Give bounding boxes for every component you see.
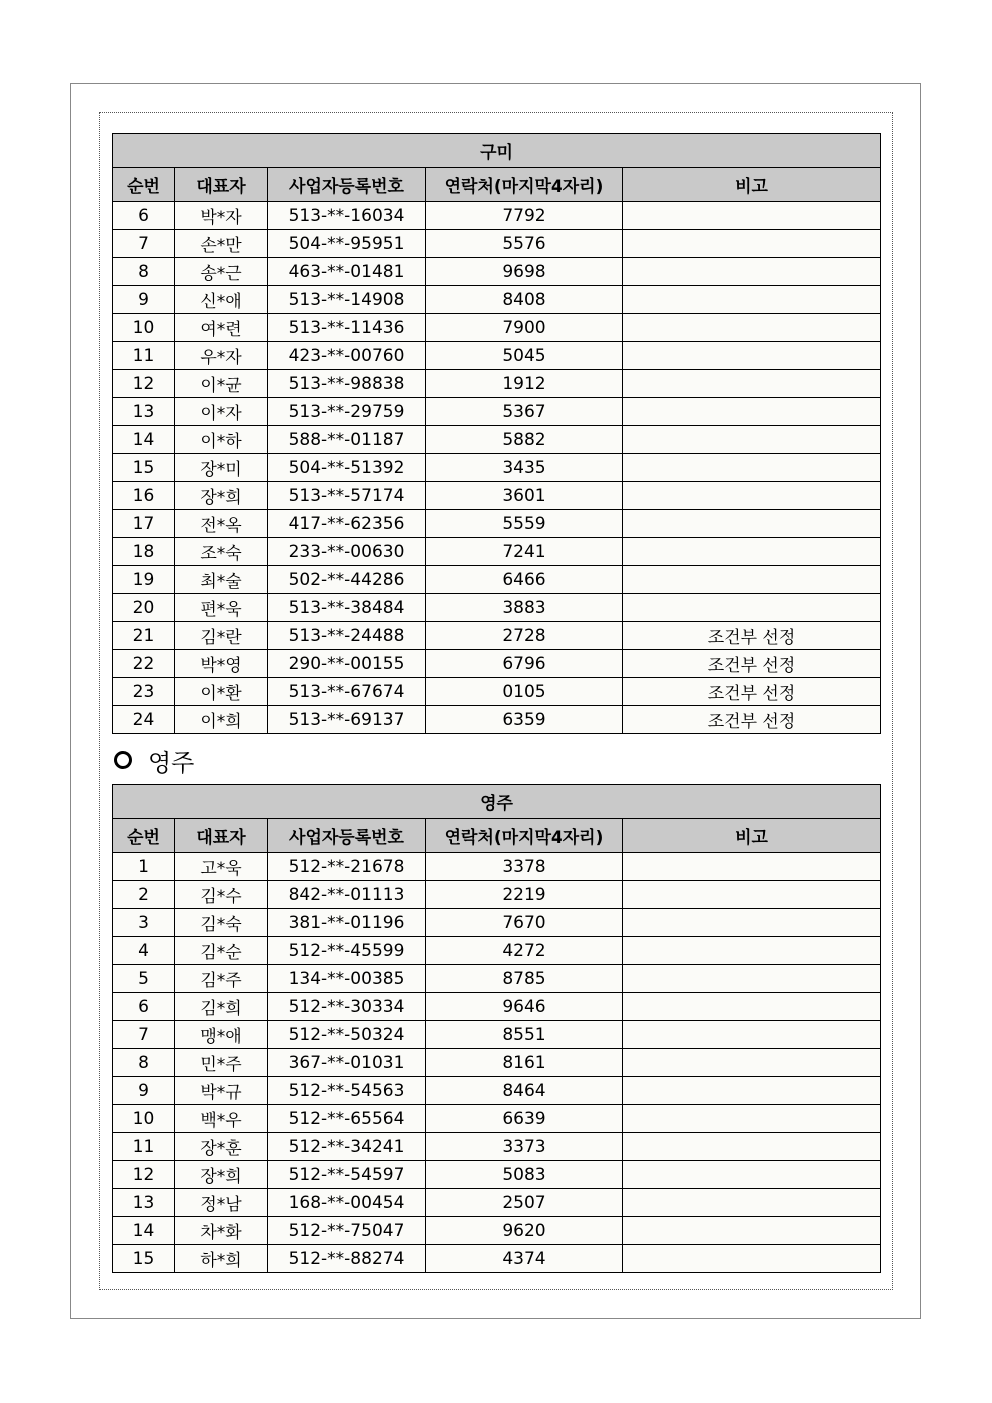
column-header-note: 비고 xyxy=(623,819,881,853)
cell-no: 8 xyxy=(113,1049,175,1077)
cell-business-number: 513-**-69137 xyxy=(268,706,426,734)
cell-representative: 이*희 xyxy=(175,706,268,734)
cell-note xyxy=(623,426,881,454)
cell-note xyxy=(623,230,881,258)
section-heading-label: 영주 xyxy=(148,748,195,777)
cell-business-number: 168-**-00454 xyxy=(268,1189,426,1217)
section-heading-yeongju xyxy=(112,742,194,778)
cell-representative: 김*란 xyxy=(175,622,268,650)
cell-no: 9 xyxy=(113,1077,175,1105)
cell-representative: 조*숙 xyxy=(175,538,268,566)
cell-note xyxy=(623,881,881,909)
yeongju-table xyxy=(112,784,881,1273)
table-row xyxy=(113,706,881,734)
column-header-business-number: 사업자등록번호 xyxy=(268,819,426,853)
cell-contact: 2728 xyxy=(426,622,623,650)
cell-representative: 정*남 xyxy=(175,1189,268,1217)
table-row xyxy=(113,342,881,370)
table-title: 영주 xyxy=(113,785,881,819)
cell-representative: 장*희 xyxy=(175,482,268,510)
cell-note: 조건부 선정 xyxy=(623,678,881,706)
table-row xyxy=(113,314,881,342)
cell-representative: 박*영 xyxy=(175,650,268,678)
cell-note xyxy=(623,1217,881,1245)
table-row xyxy=(113,1133,881,1161)
cell-no: 14 xyxy=(113,1217,175,1245)
cell-no: 19 xyxy=(113,566,175,594)
cell-contact: 6639 xyxy=(426,1105,623,1133)
cell-contact: 3373 xyxy=(426,1133,623,1161)
cell-no: 6 xyxy=(113,202,175,230)
cell-contact: 9698 xyxy=(426,258,623,286)
column-header-contact: 연락처(마지막4자리) xyxy=(426,168,623,202)
cell-note: 조건부 선정 xyxy=(623,650,881,678)
cell-representative: 장*미 xyxy=(175,454,268,482)
gumi-table xyxy=(112,133,881,734)
cell-representative: 이*환 xyxy=(175,678,268,706)
cell-contact: 6796 xyxy=(426,650,623,678)
cell-no: 11 xyxy=(113,1133,175,1161)
table-title: 구미 xyxy=(113,134,881,168)
table-row xyxy=(113,202,881,230)
table-row xyxy=(113,566,881,594)
cell-no: 15 xyxy=(113,454,175,482)
cell-contact: 2507 xyxy=(426,1189,623,1217)
cell-note xyxy=(623,398,881,426)
cell-contact: 5045 xyxy=(426,342,623,370)
column-header-business-number: 사업자등록번호 xyxy=(268,168,426,202)
cell-no: 8 xyxy=(113,258,175,286)
cell-note xyxy=(623,1077,881,1105)
cell-note xyxy=(623,1189,881,1217)
cell-business-number: 463-**-01481 xyxy=(268,258,426,286)
cell-business-number: 512-**-88274 xyxy=(268,1245,426,1273)
cell-no: 11 xyxy=(113,342,175,370)
table-row xyxy=(113,594,881,622)
cell-contact: 5367 xyxy=(426,398,623,426)
cell-no: 23 xyxy=(113,678,175,706)
cell-note xyxy=(623,1133,881,1161)
cell-no: 16 xyxy=(113,482,175,510)
cell-business-number: 512-**-34241 xyxy=(268,1133,426,1161)
cell-representative: 손*만 xyxy=(175,230,268,258)
cell-business-number: 512-**-54597 xyxy=(268,1161,426,1189)
cell-note xyxy=(623,538,881,566)
cell-representative: 장*희 xyxy=(175,1161,268,1189)
cell-no: 1 xyxy=(113,853,175,881)
cell-no: 21 xyxy=(113,622,175,650)
cell-contact: 1912 xyxy=(426,370,623,398)
cell-no: 18 xyxy=(113,538,175,566)
cell-no: 5 xyxy=(113,965,175,993)
cell-business-number: 502-**-44286 xyxy=(268,566,426,594)
table-row xyxy=(113,398,881,426)
cell-business-number: 290-**-00155 xyxy=(268,650,426,678)
column-header-contact: 연락처(마지막4자리) xyxy=(426,819,623,853)
table-row xyxy=(113,650,881,678)
cell-business-number: 513-**-38484 xyxy=(268,594,426,622)
cell-business-number: 513-**-67674 xyxy=(268,678,426,706)
cell-note xyxy=(623,1245,881,1273)
cell-note: 조건부 선정 xyxy=(623,622,881,650)
table-row xyxy=(113,993,881,1021)
table-row xyxy=(113,426,881,454)
cell-no: 15 xyxy=(113,1245,175,1273)
cell-business-number: 233-**-00630 xyxy=(268,538,426,566)
table-row xyxy=(113,678,881,706)
cell-representative: 고*욱 xyxy=(175,853,268,881)
table-row xyxy=(113,1245,881,1273)
cell-business-number: 513-**-29759 xyxy=(268,398,426,426)
table-row xyxy=(113,510,881,538)
cell-note xyxy=(623,909,881,937)
cell-no: 10 xyxy=(113,314,175,342)
table-row xyxy=(113,937,881,965)
cell-representative: 김*순 xyxy=(175,937,268,965)
cell-representative: 송*근 xyxy=(175,258,268,286)
cell-note xyxy=(623,286,881,314)
column-header-no: 순번 xyxy=(113,168,175,202)
cell-contact: 7241 xyxy=(426,538,623,566)
cell-business-number: 367-**-01031 xyxy=(268,1049,426,1077)
column-header-note: 비고 xyxy=(623,168,881,202)
table-row xyxy=(113,454,881,482)
cell-business-number: 513-**-14908 xyxy=(268,286,426,314)
cell-note xyxy=(623,202,881,230)
cell-representative: 김*희 xyxy=(175,993,268,1021)
cell-contact: 5083 xyxy=(426,1161,623,1189)
cell-note xyxy=(623,594,881,622)
cell-representative: 차*화 xyxy=(175,1217,268,1245)
cell-no: 12 xyxy=(113,370,175,398)
table-row xyxy=(113,286,881,314)
cell-business-number: 512-**-30334 xyxy=(268,993,426,1021)
cell-note: 조건부 선정 xyxy=(623,706,881,734)
cell-representative: 박*규 xyxy=(175,1077,268,1105)
cell-business-number: 504-**-95951 xyxy=(268,230,426,258)
table-row xyxy=(113,370,881,398)
cell-note xyxy=(623,510,881,538)
cell-contact: 9646 xyxy=(426,993,623,1021)
cell-note xyxy=(623,370,881,398)
cell-contact: 6359 xyxy=(426,706,623,734)
table-row xyxy=(113,258,881,286)
cell-representative: 하*희 xyxy=(175,1245,268,1273)
cell-contact: 8408 xyxy=(426,286,623,314)
cell-representative: 장*훈 xyxy=(175,1133,268,1161)
cell-contact: 8464 xyxy=(426,1077,623,1105)
cell-business-number: 134-**-00385 xyxy=(268,965,426,993)
cell-note xyxy=(623,566,881,594)
cell-business-number: 513-**-24488 xyxy=(268,622,426,650)
cell-contact: 4374 xyxy=(426,1245,623,1273)
cell-no: 17 xyxy=(113,510,175,538)
cell-contact: 8551 xyxy=(426,1021,623,1049)
cell-representative: 이*균 xyxy=(175,370,268,398)
column-header-representative: 대표자 xyxy=(175,168,268,202)
cell-contact: 0105 xyxy=(426,678,623,706)
cell-contact: 5559 xyxy=(426,510,623,538)
cell-note xyxy=(623,937,881,965)
table-row xyxy=(113,881,881,909)
cell-business-number: 512-**-21678 xyxy=(268,853,426,881)
cell-note xyxy=(623,1161,881,1189)
cell-contact: 3601 xyxy=(426,482,623,510)
cell-contact: 7900 xyxy=(426,314,623,342)
table-row xyxy=(113,1217,881,1245)
cell-business-number: 417-**-62356 xyxy=(268,510,426,538)
cell-note xyxy=(623,1021,881,1049)
cell-representative: 민*주 xyxy=(175,1049,268,1077)
cell-no: 6 xyxy=(113,993,175,1021)
cell-representative: 편*욱 xyxy=(175,594,268,622)
cell-business-number: 512-**-50324 xyxy=(268,1021,426,1049)
table-row xyxy=(113,230,881,258)
cell-business-number: 513-**-98838 xyxy=(268,370,426,398)
cell-representative: 신*애 xyxy=(175,286,268,314)
cell-business-number: 423-**-00760 xyxy=(268,342,426,370)
cell-business-number: 512-**-75047 xyxy=(268,1217,426,1245)
cell-no: 10 xyxy=(113,1105,175,1133)
cell-business-number: 842-**-01113 xyxy=(268,881,426,909)
table-row xyxy=(113,1189,881,1217)
cell-contact: 7792 xyxy=(426,202,623,230)
cell-contact: 8161 xyxy=(426,1049,623,1077)
table-row xyxy=(113,1021,881,1049)
table-row xyxy=(113,622,881,650)
cell-representative: 백*우 xyxy=(175,1105,268,1133)
cell-representative: 맹*애 xyxy=(175,1021,268,1049)
cell-business-number: 513-**-57174 xyxy=(268,482,426,510)
cell-no: 2 xyxy=(113,881,175,909)
cell-contact: 6466 xyxy=(426,566,623,594)
cell-note xyxy=(623,965,881,993)
cell-no: 9 xyxy=(113,286,175,314)
cell-representative: 김*숙 xyxy=(175,909,268,937)
cell-representative: 우*자 xyxy=(175,342,268,370)
cell-representative: 박*자 xyxy=(175,202,268,230)
table-row xyxy=(113,1105,881,1133)
cell-contact: 8785 xyxy=(426,965,623,993)
cell-business-number: 512-**-54563 xyxy=(268,1077,426,1105)
cell-business-number: 512-**-65564 xyxy=(268,1105,426,1133)
cell-representative: 김*주 xyxy=(175,965,268,993)
cell-representative: 최*술 xyxy=(175,566,268,594)
table-row xyxy=(113,965,881,993)
cell-note xyxy=(623,1049,881,1077)
cell-representative: 이*자 xyxy=(175,398,268,426)
table-row xyxy=(113,1049,881,1077)
cell-no: 3 xyxy=(113,909,175,937)
cell-representative: 여*련 xyxy=(175,314,268,342)
circle-bullet-icon xyxy=(114,751,132,769)
cell-contact: 4272 xyxy=(426,937,623,965)
table-row xyxy=(113,1161,881,1189)
column-header-representative: 대표자 xyxy=(175,819,268,853)
cell-no: 7 xyxy=(113,230,175,258)
cell-business-number: 513-**-16034 xyxy=(268,202,426,230)
cell-no: 20 xyxy=(113,594,175,622)
table-row xyxy=(113,1077,881,1105)
cell-business-number: 512-**-45599 xyxy=(268,937,426,965)
cell-business-number: 588-**-01187 xyxy=(268,426,426,454)
cell-note xyxy=(623,993,881,1021)
cell-representative: 이*하 xyxy=(175,426,268,454)
cell-note xyxy=(623,454,881,482)
cell-note xyxy=(623,342,881,370)
column-header-no: 순번 xyxy=(113,819,175,853)
cell-no: 14 xyxy=(113,426,175,454)
cell-contact: 3883 xyxy=(426,594,623,622)
cell-note xyxy=(623,853,881,881)
cell-no: 22 xyxy=(113,650,175,678)
cell-contact: 7670 xyxy=(426,909,623,937)
cell-contact: 5882 xyxy=(426,426,623,454)
cell-representative: 김*수 xyxy=(175,881,268,909)
cell-contact: 5576 xyxy=(426,230,623,258)
cell-business-number: 381-**-01196 xyxy=(268,909,426,937)
cell-note xyxy=(623,314,881,342)
table-row xyxy=(113,482,881,510)
cell-no: 13 xyxy=(113,398,175,426)
cell-no: 4 xyxy=(113,937,175,965)
table-row xyxy=(113,909,881,937)
cell-note xyxy=(623,258,881,286)
cell-no: 13 xyxy=(113,1189,175,1217)
table-row xyxy=(113,853,881,881)
cell-business-number: 513-**-11436 xyxy=(268,314,426,342)
cell-contact: 3378 xyxy=(426,853,623,881)
cell-no: 12 xyxy=(113,1161,175,1189)
cell-note xyxy=(623,482,881,510)
cell-note xyxy=(623,1105,881,1133)
cell-contact: 2219 xyxy=(426,881,623,909)
cell-business-number: 504-**-51392 xyxy=(268,454,426,482)
cell-contact: 9620 xyxy=(426,1217,623,1245)
cell-no: 7 xyxy=(113,1021,175,1049)
table-row xyxy=(113,538,881,566)
cell-contact: 3435 xyxy=(426,454,623,482)
cell-no: 24 xyxy=(113,706,175,734)
cell-representative: 전*옥 xyxy=(175,510,268,538)
